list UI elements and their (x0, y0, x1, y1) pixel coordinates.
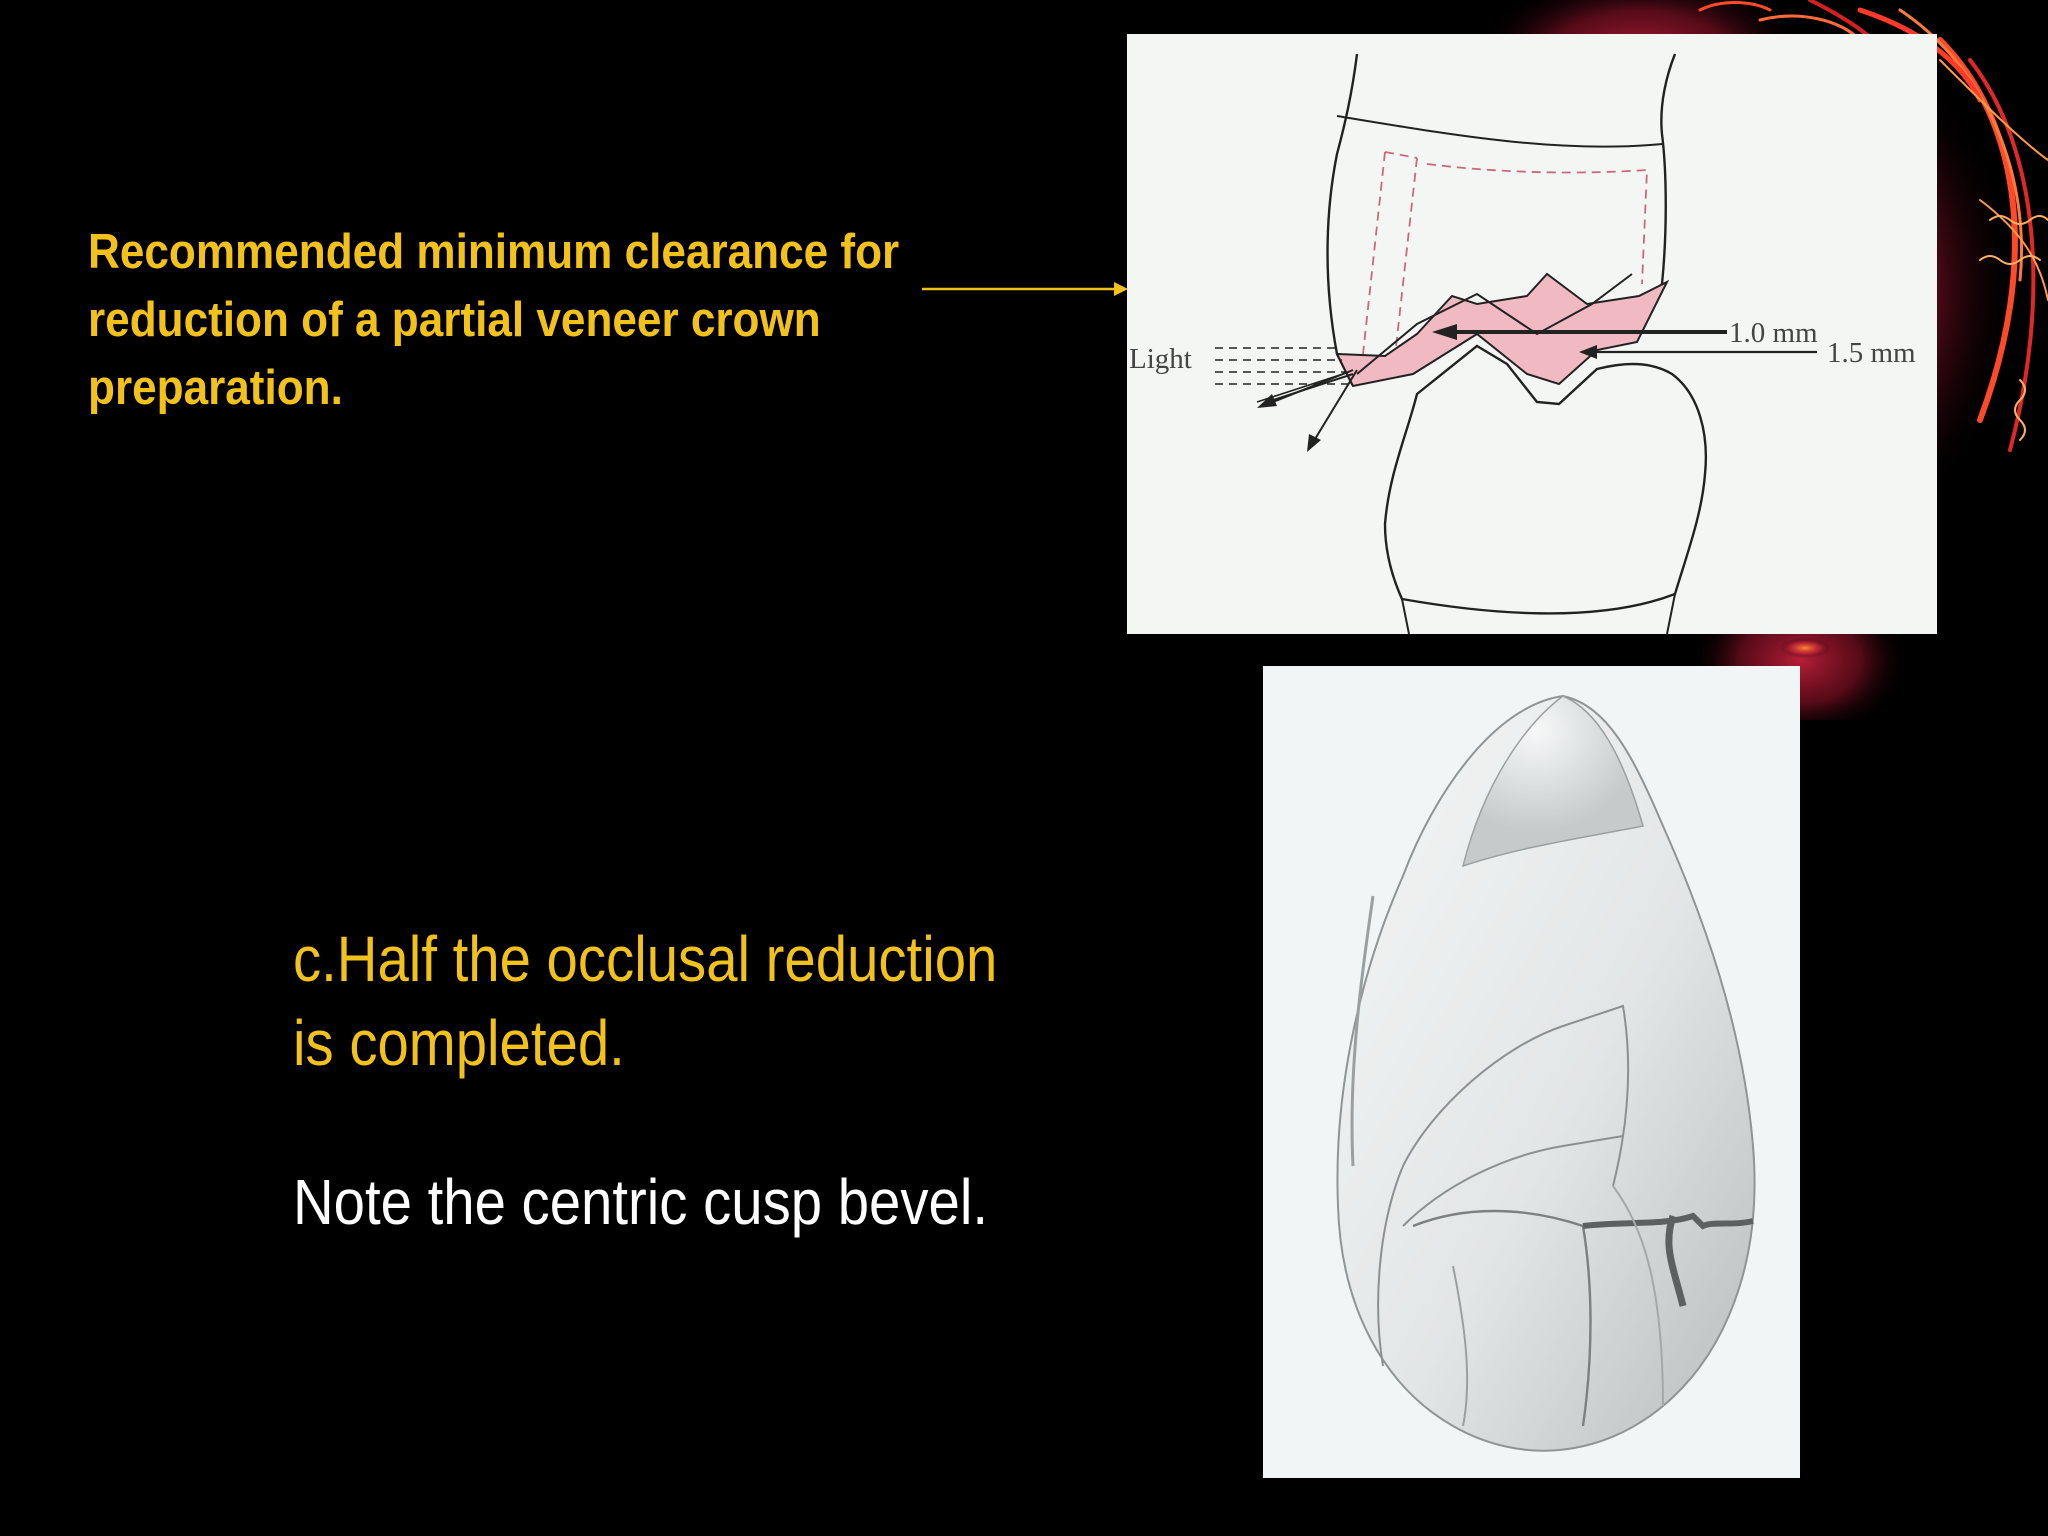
note-caption: Note the centric cusp bevel. (293, 1166, 988, 1238)
main-caption-line-1: c.Half the occlusal reduction (293, 923, 998, 995)
clearance-1mm-label: 1.0 mm (1729, 317, 1818, 349)
pointer-arrow (920, 276, 1130, 302)
main-caption-line-2: is completed. (293, 1007, 625, 1079)
light-label: Light (1129, 343, 1192, 375)
top-caption-line-3: preparation. (88, 361, 343, 415)
clearance-1-5mm-label: 1.5 mm (1827, 337, 1916, 369)
main-caption (293, 917, 997, 1085)
tooth-preparation-illustration (1263, 666, 1800, 1478)
top-caption (88, 218, 900, 422)
top-caption-line-1: Recommended minimum clearance for (88, 225, 900, 279)
clearance-diagram (1127, 34, 1937, 634)
top-caption-line-2: reduction of a partial veneer crown (88, 293, 821, 347)
